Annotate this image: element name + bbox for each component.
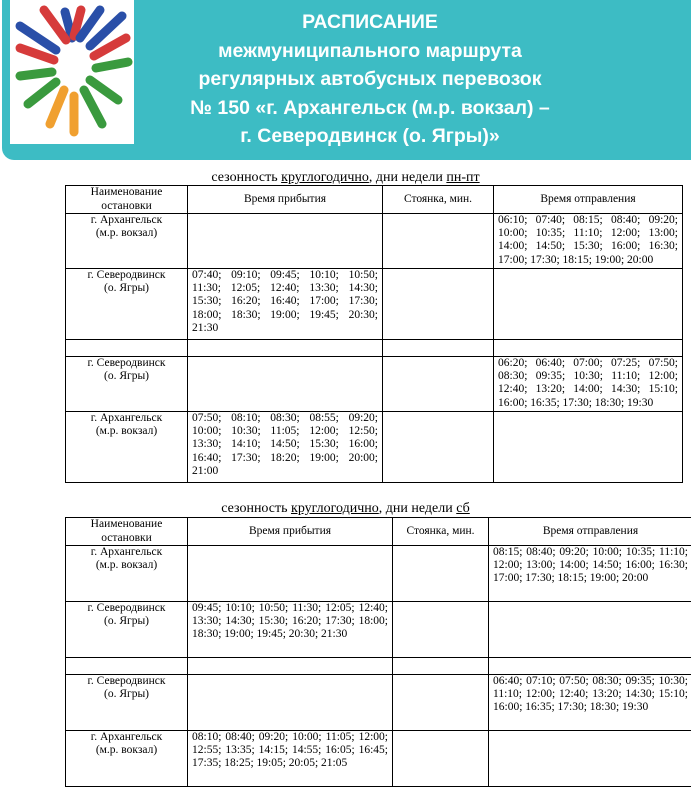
stay-cell <box>383 412 494 483</box>
days-prefix: , дни недели <box>378 501 457 516</box>
spacer-cell <box>383 340 494 357</box>
table-row <box>66 269 683 340</box>
regional-star-logo <box>10 0 134 144</box>
season-value: круглогодично <box>291 501 379 516</box>
table-row <box>66 546 691 602</box>
table-row <box>66 357 683 412</box>
schedule-table-saturday <box>65 517 691 787</box>
days-prefix: , дни недели <box>368 170 447 185</box>
arrival-cell <box>188 214 383 269</box>
stop-cell <box>66 546 188 602</box>
stop-cell <box>66 731 188 787</box>
stop-cell <box>66 602 188 658</box>
departure-cell: 06:10; 07:40; 08:15; 08:40; 09:20; 10:00; 10:35; 11:10; 12:00; 13:00; 14:00; 14:50; 15:30; 16:00; 16:30; 17:00; 17:30; 18:15; 19:00; 20:00 <box>494 214 683 269</box>
departure-cell: 08:15; 08:40; 09:20; 10:00; 10:35; 11:10; 12:00; 13:00; 14:00; 14:50; 16:00; 16:30; 17:00; 17:30; 18:15; 19:00; 20:00 <box>489 546 691 602</box>
page-title <box>160 8 580 151</box>
star-logo-icon <box>10 0 134 144</box>
stop-point: (м.р. вокзал) <box>95 425 158 438</box>
days-value: пн-пт <box>446 170 480 185</box>
departure-cell: 06:20; 06:40; 07:00; 07:25; 07:50; 08:30; 09:35; 10:30; 11:10; 12:00; 12:40; 13:20; 14:00; 14:30; 15:10; 16:00; 16:35; 17:30; 18:30; 19:30 <box>494 357 683 412</box>
season-prefix: сезонность <box>221 501 292 516</box>
stop-city: г. Архангельск <box>90 214 163 226</box>
table-header-row <box>66 518 691 546</box>
stop-city: г. Северодвинск <box>87 357 166 369</box>
stop-point: (м.р. вокзал) <box>95 559 158 572</box>
stop-cell <box>66 269 188 340</box>
header-stay: Стоянка, мин. <box>383 186 494 214</box>
table-row-spacer <box>66 658 691 675</box>
departure-cell <box>494 412 683 483</box>
stay-cell <box>393 731 489 787</box>
arrival-cell: 07:40; 09:10; 09:45; 10:10; 10:50; 11:30; 12:05; 12:40; 13:30; 14:30; 15:30; 16:20; 16:40; 17:00; 17:30; 18:00; 18:30; 19:00; 19:45; 20:30; 21:30 <box>188 269 383 340</box>
stop-city: г. Северодвинск <box>87 602 166 614</box>
title-line: РАСПИСАНИЕ <box>302 11 438 33</box>
stop-cell <box>66 412 188 483</box>
title-line: г. Северодвинск (о. Ягры)» <box>240 125 500 147</box>
header-stay: Стоянка, мин. <box>393 518 489 546</box>
spacer-cell <box>66 340 188 357</box>
stop-city: г. Архангельск <box>90 731 163 743</box>
table-row <box>66 731 691 787</box>
stop-point: (о. Ягры) <box>103 370 150 383</box>
header-arrival: Время прибытия <box>188 518 393 546</box>
arrival-cell <box>188 675 393 731</box>
stop-point: (о. Ягры) <box>103 282 150 295</box>
stop-city: г. Северодвинск <box>87 269 166 281</box>
stay-cell <box>393 602 489 658</box>
spacer-cell <box>494 340 683 357</box>
spacer-cell <box>188 658 393 675</box>
spacer-cell <box>66 658 188 675</box>
header-stop-name: Наименование остановки <box>66 186 188 214</box>
stay-cell <box>393 675 489 731</box>
stay-cell <box>383 269 494 340</box>
table-row <box>66 602 691 658</box>
season-prefix: сезонность <box>211 170 282 185</box>
stop-point: (м.р. вокзал) <box>95 744 158 757</box>
stop-cell <box>66 357 188 412</box>
season-caption-weekdays <box>0 170 691 186</box>
header-banner <box>0 0 691 162</box>
spacer-cell <box>188 340 383 357</box>
table-row-spacer <box>66 340 683 357</box>
departure-cell <box>494 269 683 340</box>
stay-cell <box>383 214 494 269</box>
arrival-cell <box>188 546 393 602</box>
header-stop-name: Наименование остановки <box>66 518 188 546</box>
stop-cell <box>66 675 188 731</box>
title-line: регулярных автобусных перевозок <box>198 68 542 90</box>
header-arrival: Время прибытия <box>188 186 383 214</box>
stop-city: г. Архангельск <box>90 412 163 424</box>
departure-cell <box>489 731 691 787</box>
stop-city: г. Архангельск <box>90 546 163 558</box>
departure-cell <box>489 602 691 658</box>
schedule-table-weekdays <box>65 185 683 483</box>
departure-cell: 06:40; 07:10; 07:50; 08:30; 09:35; 10:30; 11:10; 12:00; 12:40; 13:20; 14:30; 15:10; 16:00; 16:35; 17:30; 18:30; 19:30 <box>489 675 691 731</box>
table-row <box>66 675 691 731</box>
stay-cell <box>393 546 489 602</box>
season-caption-saturday <box>0 501 691 517</box>
days-value: сб <box>456 501 470 516</box>
arrival-cell <box>188 357 383 412</box>
title-line: межмуниципального маршрута <box>218 39 522 62</box>
table-row <box>66 214 683 269</box>
table-row <box>66 412 683 483</box>
stop-point: (м.р. вокзал) <box>95 227 158 240</box>
stop-point: (о. Ягры) <box>103 615 150 628</box>
spacer-cell <box>393 658 489 675</box>
stop-city: г. Северодвинск <box>87 675 166 687</box>
stay-cell <box>383 357 494 412</box>
stop-point: (о. Ягры) <box>103 688 150 701</box>
season-value: круглогодично <box>281 170 369 185</box>
arrival-cell: 09:45; 10:10; 10:50; 11:30; 12:05; 12:40; 13:30; 14:30; 15:30; 16:20; 17:30; 18:00; 18:30; 19:00; 19:45; 20:30; 21:30 <box>188 602 393 658</box>
arrival-cell: 07:50; 08:10; 08:30; 08:55; 09:20; 10:00; 10:30; 11:05; 12:00; 12:50; 13:30; 14:10; 14:50; 15:30; 16:00; 16:40; 17:30; 18:20; 19:00; 20:00; 21:00 <box>188 412 383 483</box>
header-departure: Время отправления <box>489 518 691 546</box>
header-departure: Время отправления <box>494 186 683 214</box>
title-line: № 150 «г. Архангельск (м.р. вокзал) – <box>190 96 550 119</box>
stop-cell <box>66 214 188 269</box>
table-header-row <box>66 186 683 214</box>
arrival-cell: 08:10; 08:40; 09:20; 10:00; 11:05; 12:00; 12:55; 13:35; 14:15; 14:55; 16:05; 16:45; 17:35; 18:25; 19:05; 20:05; 21:05 <box>188 731 393 787</box>
spacer-cell <box>489 658 691 675</box>
